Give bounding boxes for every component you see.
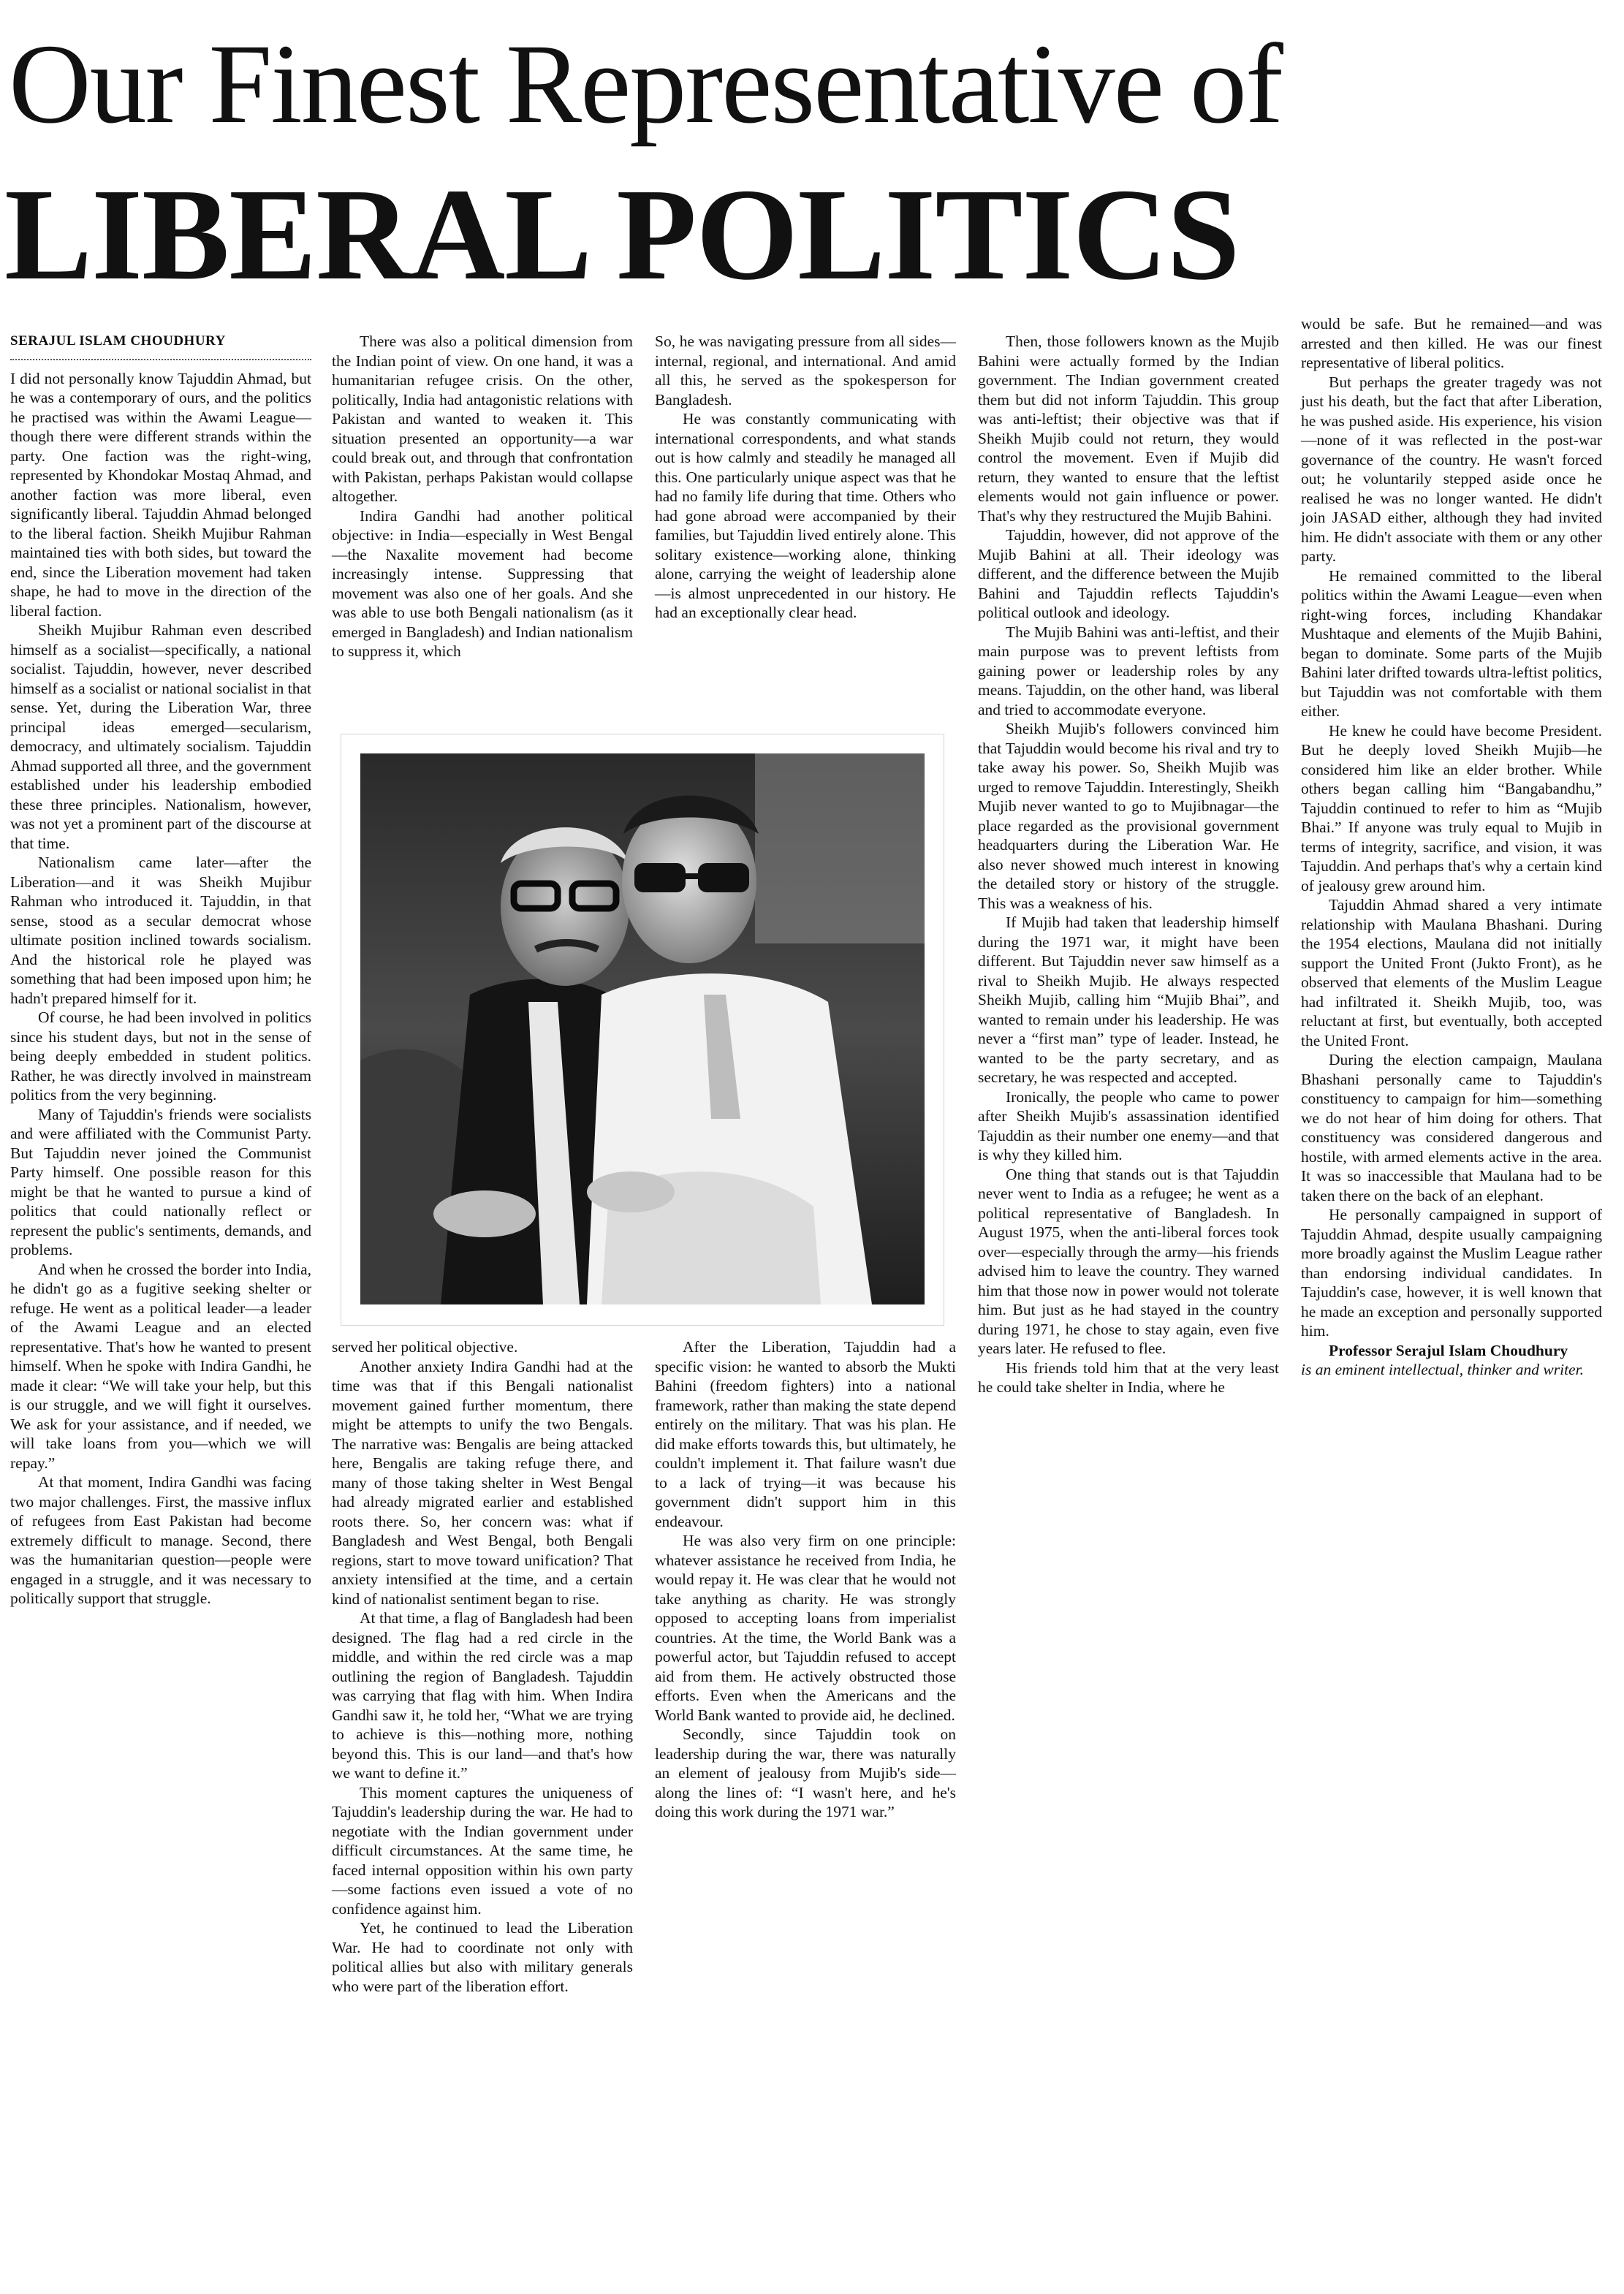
paragraph: Tajuddin, however, did not approve of the Mujib Bahini at all. Their ideology was different, and the difference between the Mujib Bahini and Tajuddin reflects Tajuddin's political outlook and ideology. <box>978 526 1279 621</box>
author-description: is an eminent intellectual, thinker and writer. <box>1301 1361 1584 1378</box>
paragraph: served her political objective. <box>332 1338 518 1356</box>
article-column-3-bottom <box>655 1337 956 1822</box>
paragraph: Tajuddin Ahmad shared a very intimate relationship with Maulana Bhashani. During the 1954 elections, Maulana did not initially support the United Front (Jukto Front), as he observed that elements of the Muslim League had infiltrated it. Sheikh Mujib, too, was reluctant at first, but eventually, both accepted the United Front. <box>1301 896 1602 1049</box>
paragraph: would be safe. But he remained—and was arrested and then killed. He was our finest representative of liberal politics. <box>1301 315 1602 371</box>
paragraph: Yet, he continued to lead the Liberation War. He had to coordinate not only with political allies but also with military generals who were part of the liberation effort. <box>332 1919 633 1995</box>
article-column-2-bottom <box>332 1337 633 1996</box>
paragraph: He was also very firm on one principle: whatever assistance he received from India, he would repay it. He was clear that he would not take anything as charity. He was strongly opposed to accepting loans from imperialist countries. At the time, the World Bank was a powerful actor, but Tajuddin refused to accept aid from them. He actively obstructed those efforts. Even when the Americans and the World Bank wanted to provide aid, he declined. <box>655 1532 956 1724</box>
author-name: Professor Serajul Islam Choudhury <box>1329 1341 1568 1359</box>
paragraph: At that time, a flag of Bangladesh had been designed. The flag had a red circle in the middle, and within the red circle was a map outlining the region of Bangladesh. Tajuddin was carrying that flag with him. When Indira Gandhi saw it, he told her, “What we are trying to achieve is this—nothing more, nothing beyond this. This is our land—and that's how we want to define it.” <box>332 1609 633 1782</box>
paragraph: Sheikh Mujib's followers convinced him that Tajuddin would become his rival and try to take away his power. So, Sheikh Mujib was urged to remove Tajuddin. Interestingly, Sheikh Mujib never wanted to go to Mujibnagar—the place regarded as the provisional government headquarters during the Liberation War. He also never showed much interest in knowing the detailed story or history of the struggle. This was a weakness of his. <box>978 720 1279 912</box>
article-column-3-top <box>655 332 956 623</box>
paragraph: He personally campaigned in support of Tajuddin Ahmad, despite usually campaigning more broadly against the Muslim League rather than endorsing individual candidates. In Tajuddin's case, however, it is well known that he made an exception and personally supported him. <box>1301 1206 1602 1340</box>
paragraph: And when he crossed the border into India, he didn't go as a fugitive seeking shelter or refuge. He went as a political leader—a leader of the Awami League and an elected representative. That's how he wanted to present himself. When he spoke with Indira Gandhi, he made it clear: “We will take your help, but this is our struggle, and we will fight it ourselves. We ask for your assistance, and if needed, we will take loans from you—which we will repay.” <box>10 1260 311 1472</box>
paragraph: One thing that stands out is that Tajuddin never went to India as a refugee; he went as a political representative of Bangladesh. In August 1975, when the anti-liberal forces took over—especially through the army—his friends advised him to leave the country. They warned him that those now in power would not tolerate him. But just as he had stayed in the country during 1971, he chose to stay again, even five years later. He refused to flee. <box>978 1165 1279 1357</box>
photo-frame <box>341 734 944 1326</box>
paragraph: There was also a political dimension from the Indian point of view. On one hand, it was a humanitarian refugee crisis. On the other, politically, India had antagonistic relations with Pakistan and wanted to weaken it. This situation presented an opportunity—a war could break out, and through that confrontation with Pakistan, perhaps Pakistan would collapse altogether. <box>332 333 633 505</box>
paragraph: He remained committed to the liberal politics within the Awami League—even when right-wing forces, including Khandakar Mushtaque and elements of the Mujib Bahini, began to dominate. Some parts of the Mujib Bahini later drifted towards ultra-leftist politics, but Tajuddin was not comfortable with them either. <box>1301 566 1602 720</box>
article-column-1 <box>10 332 311 1609</box>
archival-photo <box>360 753 925 1304</box>
article-column-4 <box>978 332 1279 1397</box>
paragraph: He was constantly communicating with international correspondents, and what stands out is how calmly and steadily he managed all this. One particularly unique aspect was that he had no family life during that time. Others who had gone abroad were accompanied by their families, but Tajuddin lived entirely alone. This solitary existence—working alone, thinking alone, carrying the weight of leadership alone—is almost unprecedented in our history. He had an exceptionally clear head. <box>655 410 956 621</box>
paragraph: I did not personally know Tajuddin Ahmad, but he was a contemporary of ours, and the politics he practised was within the Awami League—though there were different strands within the party. One faction was the right-wing, represented by Khondokar Mostaq Ahmad, and another faction was more liberal, even significantly liberal. Tajuddin Ahmad belonged to the liberal faction. Sheikh Mujibur Rahman maintained ties with both sides, but toward the end, since the Liberation movement had taken shape, he had to move in the direction of the liberal faction. <box>10 369 311 620</box>
paragraph: This moment captures the uniqueness of Tajuddin's leadership during the war. He had to negotiate with the Indian government under difficult circumstances. At the same time, he faced internal opposition within his own party—some factions even issued a vote of no confidence against him. <box>332 1783 633 1918</box>
headline-line-1: Our Finest Representative of <box>9 20 1282 147</box>
paragraph: Indira Gandhi had another political objective: in India—especially in West Bengal—the Naxalite movement had become increasingly intense. Suppressing that movement was also one of her goals. And she was able to use both Bengali nationalism (as it emerged in Bangladesh) and Indian nationalism to suppress it, which <box>332 506 633 660</box>
paragraph: Sheikh Mujibur Rahman even described himself as a socialist—specifically, a national socialist. Tajuddin, however, never described himself as a socialist or national socialist in that sense. Yet, during the Liberation War, three principal ideas emerged—secularism, democracy, and ultimately socialism. Tajuddin Ahmad supported all three, and the government established under his leadership embodied these three principles. Nationalism, however, was not yet a prominent part of the discourse at that time. <box>10 621 311 852</box>
paragraph: After the Liberation, Tajuddin had a specific vision: he wanted to absorb the Mukti Bahini (freedom fighters) into a national framework, rather than making the state depend entirely on the military. That was his plan. He did make efforts towards this, but ultimately, he couldn't implement it. That failure wasn't due to a lack of trying—it was because his government didn't support him in this endeavour. <box>655 1338 956 1530</box>
paragraph: Another anxiety Indira Gandhi had at the time was that if this Bengali nationalist movement gained further momentum, there might be attempts to unify the two Bengals. The narrative was: Bengalis are being attacked here, Bengalis are taking refuge there, and many of those taking shelter in West Bengal had already migrated earlier and established roots there. So, her concern was: what if Bangladesh and West Bengal, both Bengali regions, start to move toward unification? That anxiety intensified at the time, and a certain kind of nationalist sentiment began to rise. <box>332 1357 633 1608</box>
paragraph: Then, those followers known as the Mujib Bahini were actually formed by the Indian government. The Indian government created them but did not inform Tajuddin. This group was anti-leftist; their objective was that if Sheikh Mujib could not return, they would control the movement. Even if Mujib did return, they wanted to ensure that the leftist elements would not gain influence or power. That's why they restructured the Mujib Bahini. <box>978 333 1279 525</box>
byline: SERAJUL ISLAM CHOUDHURY <box>10 332 311 360</box>
paragraph: Nationalism came later—after the Liberation—and it was Sheikh Mujibur Rahman who introduced it. Tajuddin, in that sense, stood as a secular democrat whose ultimate position inclined towards socialism. And the historical role he played was something that had been imposed upon him; he hadn't prepared himself for it. <box>10 854 311 1007</box>
headline-line-2: LIBERAL POLITICS <box>4 162 1240 307</box>
photo-illustration <box>360 753 925 1304</box>
paragraph: Secondly, since Tajuddin took on leadership during the war, there was naturally an element of jealousy from Mujib's side—along the lines of: “I wasn't here, and he's doing this work during the 1971 war.” <box>655 1725 956 1820</box>
paragraph: So, he was navigating pressure from all sides—internal, regional, and international. And amid all this, he served as the spokesperson for Bangladesh. <box>655 333 956 409</box>
paragraph: Of course, he had been involved in politics since his student days, but not in the sense of being deeply embedded in student politics. Rather, he was directly involved in mainstream politics from the very beginning. <box>10 1009 311 1104</box>
article-column-2-top <box>332 332 633 661</box>
paragraph: Many of Tajuddin's friends were socialists and were affiliated with the Communist Party. But Tajuddin never joined the Communist Party himself. One possible reason for this might be that he wanted to pursue a kind of politics that could nationally reflect or represent the public's sentiments, demands, and problems. <box>10 1105 311 1258</box>
paragraph: If Mujib had taken that leadership himself during the 1971 war, it might have been different. But Tajuddin never saw himself as a rival to Sheikh Mujib. He always respected Sheikh Mujib, calling him “Mujib Bhai”, and wanted to remain under his leadership. He was never a “first man” type of leader. Instead, he wanted to be the party secretary, and as secretary, he was respected and accepted. <box>978 914 1279 1086</box>
paragraph: The Mujib Bahini was anti-leftist, and their main purpose was to prevent leftists from gaining power or leadership roles by any means. Tajuddin, on the other hand, was liberal and tried to accommodate everyone. <box>978 623 1279 718</box>
paragraph: At that moment, Indira Gandhi was facing two major challenges. First, the massive influx of refugees from East Pakistan had become extremely difficult to manage. Second, there was the humanitarian question—people were engaged in a struggle, and it was necessary to politically support that struggle. <box>10 1473 311 1607</box>
paragraph: Ironically, the people who came to power after Sheikh Mujib's assassination identified Tajuddin as their number one enemy—and that is why they killed him. <box>978 1087 1279 1163</box>
paragraph: But perhaps the greater tragedy was not just his death, but the fact that after Liberation, he was pushed aside. His experience, his vision—none of it was reflected in the post-war governance of the country. He wasn't forced out; he voluntarily stepped aside once he realised he was no longer wanted. He didn't join JASAD either, although they had invited him. He didn't associate with them or any other party. <box>1301 373 1602 565</box>
paragraph: His friends told him that at the very least he could take shelter in India, where he <box>978 1359 1279 1396</box>
article-column-5 <box>1301 314 1602 1380</box>
paragraph: He knew he could have become President. But he deeply loved Sheikh Mujib—he considered him like an elder brother. While others began calling him “Bangabandhu,” Tajuddin continued to refer to him as “Mujib Bhai.” If anyone was truly equal to Mujib in terms of integrity, sacrifice, and vision, it was Tajuddin. And perhaps that's why a certain kind of jealousy grew around him. <box>1301 721 1602 895</box>
paragraph: During the election campaign, Maulana Bhashani personally came to Tajuddin's constituency to campaign for him—something we do not hear of him doing for others. That constituency was considered dangerous and hostile, with armed elements active in the area. It was so inaccessible that Maulana had to be taken there on the back of an elephant. <box>1301 1051 1602 1204</box>
